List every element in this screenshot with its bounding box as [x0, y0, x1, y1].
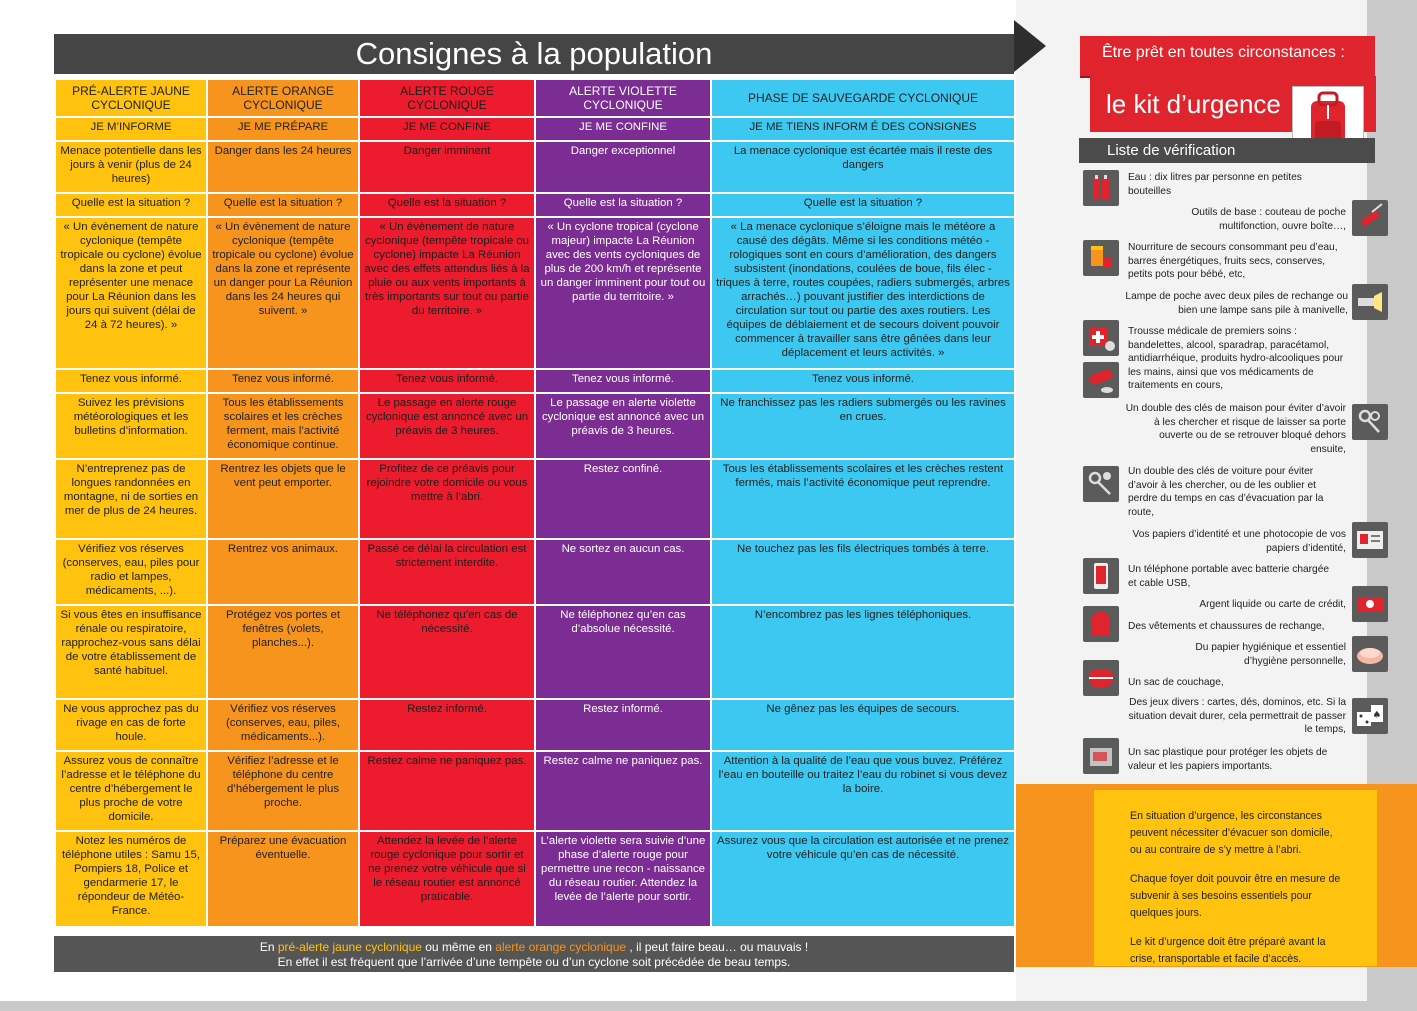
table-cell: Quelle est la situation ? [55, 193, 207, 217]
kit-notes-box [1094, 790, 1377, 966]
table-row [55, 193, 1015, 217]
table-cell: Restez confiné. [535, 459, 711, 539]
table-cell: Rentrez les objets que le vent peut emporter. [207, 459, 359, 539]
table-cell: Quelle est la situation ? [207, 193, 359, 217]
table-cell: Restez informé. [535, 699, 711, 751]
footer-orange-text: alerte orange cyclonique [495, 940, 627, 954]
table-cell: Ne sortez en aucun cas. [535, 539, 711, 605]
header-orange: ALERTE ORANGE CYCLONIQUE [207, 79, 359, 117]
table-cell: Ne téléphonez qu’en cas de nécessité. [359, 605, 535, 699]
checklist-item: Un téléphone portable avec batterie chargée et cable USB, [1128, 564, 1330, 589]
table-row [55, 539, 1015, 605]
table-cell: Menace potentielle dans les jours à venir (plus de 24 heures) [55, 141, 207, 193]
table-row [55, 217, 1015, 369]
table-cell: Passé ce délai la circulation est strictement interdite. [359, 539, 535, 605]
table-row [55, 605, 1015, 699]
svg-text:♠: ♠ [1372, 710, 1382, 721]
table-cell: « Un cyclone tropical (cyclone majeur) impacte La Réunion avec des vents cycloniques de plus de 200 km/h et représente un danger imminent pour tout ou partie du territoire. » [535, 217, 711, 369]
clothes-icon [1083, 606, 1119, 642]
house-keys-icon [1352, 404, 1388, 440]
table-cell: JE ME CONFINE [359, 117, 535, 141]
table-cell: Ne gênez pas les équipes de secours. [711, 699, 1015, 751]
table-cell: Tous les établissements scolaires et les crèches ferment, mais l’activité économique continue. [207, 393, 359, 459]
footer-text: En [259, 940, 278, 954]
table-cell: Danger imminent [359, 141, 535, 193]
table-cell: Protégez vos portes et fenêtres (volets, planches...). [207, 605, 359, 699]
header-yellow: PRÉ-ALERTE JAUNE CYCLONIQUE [55, 79, 207, 117]
alert-table [54, 78, 1016, 928]
header-red: ALERTE ROUGE CYCLONIQUE [359, 79, 535, 117]
table-row [55, 141, 1015, 193]
checklist-item: Du papier hygiénique et essentiel d’hygiène personnelle, [1195, 642, 1346, 667]
food-icon [1083, 240, 1119, 276]
table-cell: Danger dans les 24 heures [207, 141, 359, 193]
page-title: Consignes à la population [54, 34, 1014, 74]
footer-yellow-text: pré-alerte jaune cyclonique [277, 940, 422, 954]
table-cell: Suivez les prévisions météorologiques et les bulletins d’information. [55, 393, 207, 459]
table-header-row [55, 79, 1015, 117]
kit-note: Chaque foyer doit pouvoir être en mesure de subvenir à ses besoins essentiels pour quelques jours. [1130, 873, 1341, 919]
table-cell: Attention à la qualité de l’eau que vous buvez. Préférez l’eau en bouteille ou traitez l’eau du robinet si vous devez la boire. [711, 751, 1015, 831]
sleeping-bag-icon [1083, 660, 1119, 696]
checklist-title: Liste de vérification [1079, 138, 1375, 163]
table-cell: Préparez une évacuation éventuelle. [207, 831, 359, 927]
id-papers-icon [1352, 522, 1388, 558]
table-cell: N’entreprenez pas de longues randonnées en montagne, ni de sorties en mer de plus de 24 heures. [55, 459, 207, 539]
table-cell: Quelle est la situation ? [359, 193, 535, 217]
table-cell: N’encombrez pas les lignes téléphoniques. [711, 605, 1015, 699]
table-row [55, 831, 1015, 927]
table-cell: « Un évènement de nature cyclonique (tempête tropicale ou cyclone) impacte La Réunion avec des effets attendus liés à la pluie ou aux vents importants à très importants sur tout ou partie du territoire. » [359, 217, 535, 369]
table-cell: Ne vous approchez pas du rivage en cas de forte houle. [55, 699, 207, 751]
checklist-item: Des jeux divers : cartes, dés, dominos, etc. Si la situation devait durer, cela permettrait de passer le temps, [1128, 697, 1346, 735]
kit-note: En situation d’urgence, les circonstances peuvent nécessiter d’évacuer son domicile, ou au contraire de s’y mettre à l’abri. [1130, 810, 1333, 856]
table-cell: « Un évènement de nature cyclonique (tempête tropicale ou cyclone) évolue dans la zone et peut représenter une menace pour La Réunion dans les jours qui suivent (délai de 24 à 72 heures). » [55, 217, 207, 369]
kit-banner-subtitle: Être prêt en toutes circonstances : [1080, 36, 1375, 78]
table-cell: « Un évènement de nature cyclonique (tempête tropicale ou cyclone) évolue dans la zone et représente un danger pour La Réunion dans les 24 heures qui suivent. » [207, 217, 359, 369]
table-cell: Restez calme ne paniquez pas. [535, 751, 711, 831]
table-cell: Danger exceptionnel [535, 141, 711, 193]
table-cell: JE ME TIENS INFORM É DES CONSIGNES [711, 117, 1015, 141]
table-row [55, 117, 1015, 141]
checklist-item: Un sac de couchage, [1128, 677, 1224, 688]
table-row [55, 699, 1015, 751]
table-cell: Quelle est la situation ? [711, 193, 1015, 217]
table-cell: Vérifiez l’adresse et le téléphone du centre d’hébergement le plus proche. [207, 751, 359, 831]
title-arrow-icon [1014, 20, 1046, 72]
checklist-item: Eau : dix litres par personne en petites bouteilles [1128, 172, 1302, 197]
checklist-item: Un sac plastique pour protéger les objets de valeur et les papiers importants. [1128, 747, 1328, 772]
table-cell: Rentrez vos animaux. [207, 539, 359, 605]
table-row [55, 393, 1015, 459]
table-cell: Le passage en alerte rouge cyclonique est annoncé avec un préavis de 3 heures. [359, 393, 535, 459]
kit-note: Le kit d’urgence doit être préparé avant la crise, transportable et facile d’accès. [1130, 936, 1326, 965]
table-cell: Tenez vous informé. [535, 369, 711, 393]
table-cell: Notez les numéros de téléphone utiles : Samu 15, Pompiers 18, Police et gendarmerie 17, le répondeur de Météo-France. [55, 831, 207, 927]
checklist-item: Un double des clés de maison pour éviter d’avoir à les chercher et risque de laisser sa porte ouverte ou de se retrouver bloqué dehors ensuite, [1125, 403, 1346, 455]
table-cell: Assurez vous de connaître l’adresse et le téléphone du centre d’hébergement le plus proche de votre domicile. [55, 751, 207, 831]
checklist-item: Argent liquide ou carte de crédit, [1199, 599, 1346, 610]
table-cell: Profitez de ce préavis pour rejoindre votre domicile ou vous mettre à l’abri. [359, 459, 535, 539]
plastic-bag-icon [1083, 738, 1119, 774]
table-cell: JE ME PRÉPARE [207, 117, 359, 141]
games-icon [1352, 698, 1388, 734]
table-cell: Tenez vous informé. [207, 369, 359, 393]
kit-banner-title: le kit d’urgence [1090, 76, 1376, 132]
footer-line-1 [54, 940, 1014, 955]
table-cell: Quelle est la situation ? [535, 193, 711, 217]
table-cell: Tenez vous informé. [359, 369, 535, 393]
table-cell: Tenez vous informé. [55, 369, 207, 393]
checklist-item: Outils de base : couteau de poche multifonction, ouvre boîte…, [1191, 207, 1346, 232]
checklist-item: Nourriture de secours consommant peu d’eau, barres énergétiques, fruits secs, conserves, petits pots pour bébé, etc, [1128, 242, 1338, 280]
table-cell: « La menace cyclonique s’éloigne mais le météore a causé des dégâts. Même si les conditions météo - rologiques sont en cours d’amélioration, des dangers subsistent (inondations, coulées de boue, fils élec - triques à terre, routes coupées, radiers submergés, arbres arrachés…) pouvant justifier des interdictions de circulation sur tout ou partie des axes routiers. Les équipes de déblaiement et de secours doivent pouvoir commencer à travailler sans être gênées dans leur déplacement et leurs activités. » [711, 217, 1015, 369]
footer-note [54, 936, 1014, 972]
table-row [55, 369, 1015, 393]
checklist-item: Vos papiers d’identité et une photocopie de vos papiers d’identité, [1132, 529, 1346, 554]
multitool-icon [1352, 200, 1388, 236]
first-aid-icon [1083, 320, 1119, 356]
table-cell: L’alerte violette sera suivie d’une phase d’alerte rouge pour permettre une recon - naissance du réseau routier. Attendez la levée de l’alerte pour sortir. [535, 831, 711, 927]
hygiene-icon [1352, 636, 1388, 672]
table-cell: Tenez vous informé. [711, 369, 1015, 393]
header-sauvegarde: PHASE DE SAUVEGARDE CYCLONIQUE [711, 79, 1015, 117]
car-keys-icon [1083, 466, 1119, 502]
table-cell: Restez calme ne paniquez pas. [359, 751, 535, 831]
header-violet: ALERTE VIOLETTE CYCLONIQUE [535, 79, 711, 117]
table-cell: Assurez vous que la circulation est autorisée et ne prenez votre véhicule qu’en cas de nécessité. [711, 831, 1015, 927]
table-cell: Ne touchez pas les fils électriques tombés à terre. [711, 539, 1015, 605]
table-cell: Vérifiez vos réserves (conserves, eau, piles, médicaments...). [207, 699, 359, 751]
checklist-item: Des vêtements et chaussures de rechange, [1128, 621, 1325, 632]
checklist-item: Un double des clés de voiture pour éviter d’avoir à les chercher, ou de les oublier et perdre du temps en cas d’évacuation par la route, [1128, 466, 1324, 518]
table-cell: Si vous êtes en insuffisance rénale ou respiratoire, rapprochez-vous sans délai de votre établissement de santé habituel. [55, 605, 207, 699]
table-cell: JE ME CONFINE [535, 117, 711, 141]
page-gutter-bottom [1367, 967, 1417, 1011]
table-cell: Le passage en alerte violette cyclonique est annoncé avec un préavis de 3 heures. [535, 393, 711, 459]
table-cell: Tous les établissements scolaires et les crèches restent fermés, mais l’activité économique peut reprendre. [711, 459, 1015, 539]
table-cell: Attendez la levée de l’alerte rouge cyclonique pour sortir et ne prenez votre véhicule que si le réseau routier est annoncé praticable. [359, 831, 535, 927]
table-cell: Restez informé. [359, 699, 535, 751]
table-row [55, 751, 1015, 831]
checklist-item: Lampe de poche avec deux piles de rechange ou bien une lampe sans pile à manivelle, [1125, 291, 1348, 316]
cash-icon [1352, 586, 1388, 622]
footer-text: , il peut faire beau… ou mauvais ! [626, 940, 809, 954]
phone-icon [1083, 558, 1119, 594]
table-cell: Ne téléphonez qu’en cas d’absolue nécessité. [535, 605, 711, 699]
checklist-item: Trousse médicale de premiers soins : bandelettes, alcool, sparadrap, paracétamol, antidiarrhéique, produits hydro-alcooliques pour les mains, ainsi que vos médicaments de traitements en cours, [1128, 326, 1344, 391]
table-cell: Vérifiez vos réserves (conserves, eau, piles pour radio et lampes, médicaments, ...). [55, 539, 207, 605]
water-bottles-icon [1083, 170, 1119, 206]
footer-line-2: En effet il est fréquent que l’arrivée d’une tempête ou d’un cyclone soit précédée de beau temps. [277, 955, 791, 969]
footer-text: ou même en [421, 940, 496, 954]
flashlight-icon [1352, 284, 1388, 320]
table-row [55, 459, 1015, 539]
table-cell: La menace cyclonique est écartée mais il reste des dangers [711, 141, 1015, 193]
table-cell: Ne franchissez pas les radiers submergés ou les ravines en crues. [711, 393, 1015, 459]
table-cell: JE M’INFORME [55, 117, 207, 141]
medicine-icon [1083, 362, 1119, 398]
